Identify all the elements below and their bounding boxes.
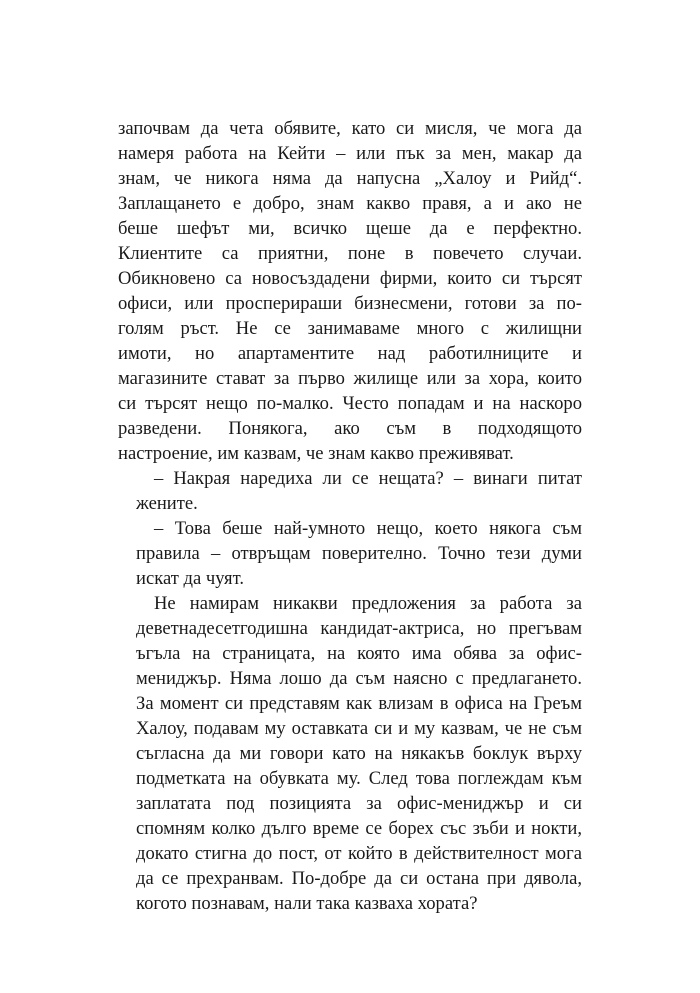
text-line: заплатата под позицията за офис-мениджър и си [136,793,582,814]
text-line: магазините стават за първо жилище или за хора, които [118,368,582,389]
text-line: офиси, или просперираши бизнесмени, готови за по- [118,293,582,314]
text-line: За момент си представям как влизам в офиса на Греъм [136,693,582,714]
text-line: си търсят нещо по-малко. Често попадам и на наскоро [118,393,582,414]
text-line: Заплащането е добро, знам какво правя, а и ако не [118,193,582,214]
paragraph [118,516,582,591]
text-line: започвам да чета обявите, като си мисля, че мога да [118,118,582,139]
text-line: – Накрая наредиха ли се нещата? – винаги питат [154,468,582,489]
text-line: настроение, им казвам, че знам какво преживяват. [118,443,514,464]
text-line: Не намирам никакви предложения за работа за [154,593,582,614]
text-line: искат да чуят. [136,568,244,589]
text-line: беше шефът ми, всичко щеше да е перфектно. [118,218,582,239]
text-line: имоти, но апартаментите над работилниците и [118,343,582,364]
text-line: подметката на обувката му. След това поглеждам към [136,768,582,789]
text-line: Халоу, подавам му оставката си и му казвам, че не съм [136,718,582,739]
text-line: Обикновено са новосъздадени фирми, които си търсят [118,268,582,289]
paragraph [118,116,582,466]
text-line: знам, че никога няма да напусна „Халоу и Рийд“. [118,168,582,189]
text-line: когото познавам, нали така казваха хората? [136,893,478,914]
paragraph [118,591,582,916]
text-line: съгласна да ми говори като на някакъв боклук върху [136,743,582,764]
text-line: намеря работа на Кейти – или пък за мен, макар да [118,143,582,164]
text-line: деветнадесетгодишна кандидат-актриса, но прегъвам [136,618,582,639]
text-line: – Това беше най-умното нещо, което някога съм [154,518,582,539]
text-line: спомням колко дълго време се борех със зъби и нокти, [136,818,582,839]
text-line: ъгъла на страницата, на която има обява за офис- [136,643,582,664]
text-line: правила – отвръщам поверително. Точно тези думи [136,543,582,564]
text-line: да се прехранвам. По-добре да си остана при дявола, [136,868,582,889]
text-line: докато стигна до пост, от който в действителност мога [136,843,582,864]
paragraph [118,466,582,516]
body-text [118,116,582,916]
text-line: голям ръст. Не се занимаваме много с жилищни [118,318,582,339]
text-line: мениджър. Няма лошо да съм наясно с предлагането. [136,668,582,689]
text-line: Клиентите са приятни, поне в повечето случаи. [118,243,582,264]
text-line: разведени. Понякога, ако съм в подходящото [118,418,582,439]
text-line: жените. [136,493,198,514]
